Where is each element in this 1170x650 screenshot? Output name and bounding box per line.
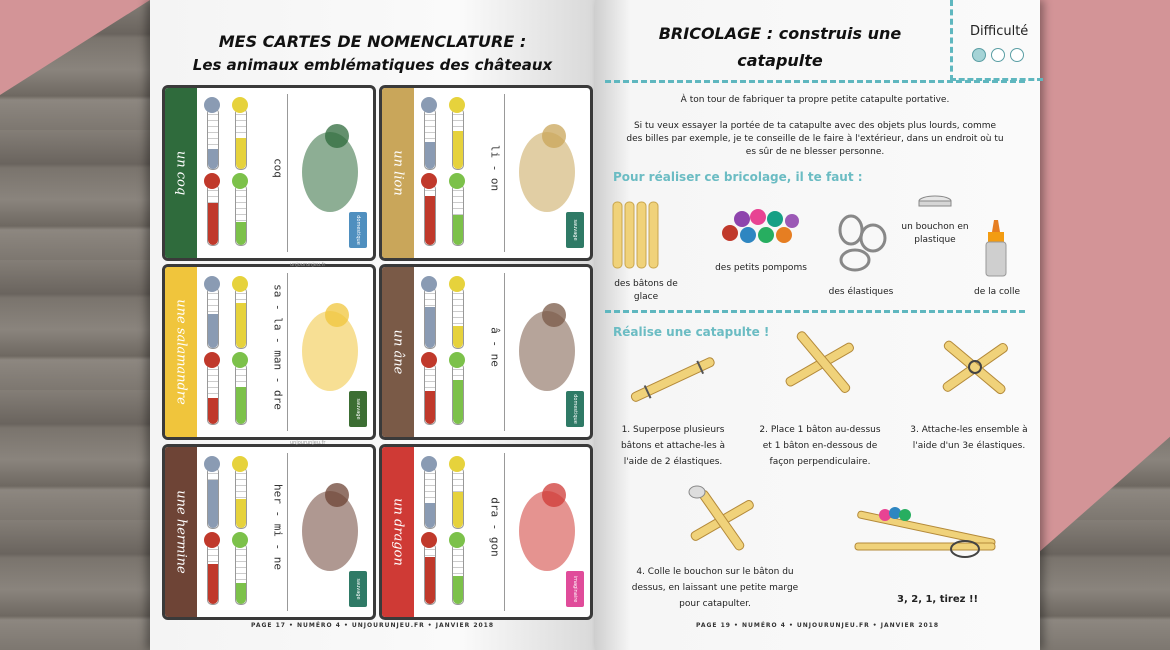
catapult-illustration: [845, 485, 1005, 570]
animal-type-tag: [566, 212, 584, 248]
gauge-level: [236, 499, 246, 528]
stat-gauge: [235, 363, 247, 425]
animal-type-tag: [566, 391, 584, 427]
pompoms-illustration: [720, 205, 802, 250]
animal-card: [379, 264, 593, 440]
stat-gauge: [452, 287, 464, 349]
animal-type-label: sauvage: [572, 219, 578, 241]
gauge-bulb-icon: [204, 97, 220, 113]
gauge-level: [208, 203, 218, 245]
animal-type-tag: [566, 571, 584, 607]
card-divider: [504, 273, 505, 431]
popsicle-sticks-illustration: [609, 198, 669, 273]
stat-gauges: [201, 451, 281, 611]
stat-gauge: [452, 543, 464, 605]
difficulty-dot-2: [991, 48, 1005, 62]
left-title-line1: MES CARTES DE NOMENCLATURE :: [218, 32, 527, 51]
gauge-level: [236, 387, 246, 424]
stat-gauges: [201, 271, 281, 431]
gauge-bulb-icon: [449, 173, 465, 189]
stat-gauge: [235, 287, 247, 349]
gauge-bulb-icon: [232, 173, 248, 189]
stat-gauge: [424, 108, 436, 170]
stat-gauge: [207, 287, 219, 349]
gauge-level: [453, 131, 463, 169]
animal-type-tag: [349, 391, 367, 427]
step2-illustration: [780, 330, 860, 400]
right-page: [595, 0, 1040, 650]
stat-gauge: [207, 543, 219, 605]
stat-gauge: [452, 184, 464, 246]
stat-gauge: [235, 184, 247, 246]
stat-gauge: [207, 184, 219, 246]
left-page-footer: PAGE 17 • NUMÉRO 4 • UNJOURUNJEU.FR • JANVIER 2018: [250, 622, 495, 629]
step-2-text: 2. Place 1 bâton au-dessus et 1 bâton en-dessous de façon perpendiculaire.: [759, 425, 881, 467]
rubber-bands-illustration: [833, 210, 893, 280]
animal-type-label: sauvage: [355, 578, 361, 600]
stat-gauge: [452, 108, 464, 170]
stat-gauge: [235, 543, 247, 605]
gauge-level: [236, 222, 246, 245]
animal-card: [379, 85, 593, 261]
stat-gauge: [207, 363, 219, 425]
pink-background-panel: [1030, 0, 1170, 560]
pink-background-corner: [0, 0, 150, 95]
material-label-cap: un bouchon en plastique: [901, 222, 969, 245]
gauge-level: [425, 142, 435, 169]
gauge-bulb-icon: [232, 276, 248, 292]
stat-gauges: [418, 92, 498, 252]
gauge-bulb-icon: [204, 352, 220, 368]
animal-type-tag: [349, 212, 367, 248]
animal-name-band: [382, 447, 414, 617]
step3-illustration: [935, 330, 1015, 405]
gauge-bulb-icon: [449, 456, 465, 472]
stat-gauge: [424, 184, 436, 246]
difficulty-label: Difficulté: [970, 24, 1029, 39]
step-4-text: 4. Colle le bouchon sur le bâton du dessus, en laissant une petite marge pour catapulter.: [631, 567, 799, 609]
step1-illustration: [623, 355, 723, 405]
glue-bottle-illustration: [983, 218, 1009, 278]
card-divider: [287, 94, 288, 252]
gauge-bulb-icon: [449, 276, 465, 292]
animal-name-band: [165, 88, 197, 258]
animal-name-band: [165, 447, 197, 617]
gauge-level: [236, 303, 246, 348]
animal-type-label: domestique: [355, 215, 361, 245]
animal-card: [162, 444, 376, 620]
gauge-level: [208, 398, 218, 424]
stat-gauge: [424, 363, 436, 425]
intro-text-1: À ton tour de fabriquer ta propre petite catapulte portative.: [680, 95, 950, 105]
card-divider: [287, 273, 288, 431]
gauge-level: [453, 380, 463, 424]
animal-name-band: [382, 88, 414, 258]
animal-type-label: sauvage: [355, 398, 361, 420]
animal-name-band: [165, 267, 197, 437]
gauge-bulb-icon: [232, 97, 248, 113]
syllables: [271, 108, 285, 228]
gauge-level: [425, 307, 435, 348]
gauge-level: [208, 149, 218, 169]
gauge-bulb-icon: [204, 532, 220, 548]
syllables-text: â - ne: [488, 327, 502, 367]
gauge-level: [453, 326, 463, 348]
syllables-text: coq: [271, 158, 285, 178]
stat-gauge: [207, 108, 219, 170]
card-divider: [504, 94, 505, 252]
material-label-bands: des élastiques: [828, 287, 894, 297]
gauge-bulb-icon: [449, 532, 465, 548]
animal-type-label: domestique: [572, 394, 578, 424]
stat-gauge: [235, 108, 247, 170]
stat-gauge: [207, 467, 219, 529]
gauge-bulb-icon: [421, 456, 437, 472]
gauge-level: [208, 480, 218, 528]
gauge-bulb-icon: [232, 352, 248, 368]
animal-name: un lion: [390, 150, 406, 196]
left-page: [150, 0, 595, 650]
stat-gauge: [424, 543, 436, 605]
syllables-text: dra - gon: [488, 497, 502, 557]
card-divider: [287, 453, 288, 611]
step-1-text: 1. Superpose plusieurs bâtons et attache-les à l'aide de 2 élastiques.: [620, 425, 726, 467]
syllables: [488, 287, 502, 407]
card-divider: [504, 453, 505, 611]
animal-name: une hermine: [173, 490, 189, 574]
intro-text-2: Si tu veux essayer la portée de ta catapulte avec des objets plus lourds, comme des billes par exemple, je te conseille de le faire à l'extérieur, dans un endroit où tu es sûr de ne blesser personne.: [626, 121, 1004, 157]
materials-heading: Pour réaliser ce bricolage, il te faut :: [613, 170, 863, 184]
right-page-footer: PAGE 19 • NUMÉRO 4 • UNJOURUNJEU.FR • JANVIER 2018: [695, 622, 940, 629]
syllables: [488, 108, 502, 228]
stat-gauge: [424, 467, 436, 529]
bottle-cap-illustration: [917, 194, 953, 210]
gauge-bulb-icon: [449, 97, 465, 113]
animal-card: [379, 444, 593, 620]
gauge-level: [453, 492, 463, 528]
syllables-text: li - on: [488, 144, 502, 192]
right-title-line2: catapulte: [737, 51, 823, 70]
gauge-bulb-icon: [421, 97, 437, 113]
left-title-line2: Les animaux emblématiques des châteaux: [192, 56, 553, 74]
ending-text: 3, 2, 1, tirez !!: [897, 594, 979, 605]
magazine-spread: [150, 0, 1040, 650]
stat-gauges: [418, 271, 498, 431]
animal-name: un coq: [173, 150, 189, 196]
animal-name: un dragon: [390, 498, 406, 566]
animal-name: une salamandre: [173, 299, 189, 405]
gauge-bulb-icon: [421, 532, 437, 548]
syllables-text: her - mi - ne: [271, 483, 285, 571]
gauge-level: [425, 391, 435, 424]
syllables: [271, 467, 285, 587]
gauge-level: [208, 564, 218, 604]
stat-gauge: [235, 467, 247, 529]
gauge-bulb-icon: [421, 173, 437, 189]
stat-gauge: [424, 287, 436, 349]
animal-type-tag: [349, 571, 367, 607]
gauge-bulb-icon: [232, 532, 248, 548]
gauge-bulb-icon: [232, 456, 248, 472]
syllables: [488, 467, 502, 587]
material-label-pompoms: des petits pompoms: [715, 263, 807, 273]
material-label-sticks: des bâtons de glace: [614, 279, 678, 302]
right-title: [635, 20, 925, 74]
section-divider: [605, 310, 1025, 313]
gauge-bulb-icon: [421, 276, 437, 292]
watermark: unjourunjeu.fr: [290, 440, 326, 446]
stat-gauges: [418, 451, 498, 611]
gauge-level: [425, 557, 435, 604]
gauge-bulb-icon: [449, 352, 465, 368]
difficulty-dot-1: [972, 48, 986, 62]
syllables-text: sa - la - man - dre: [271, 284, 285, 410]
gauge-level: [236, 583, 246, 604]
material-label-glue: de la colle: [974, 287, 1020, 297]
gauge-bulb-icon: [204, 276, 220, 292]
animal-card: [162, 264, 376, 440]
animal-name: un âne: [390, 329, 406, 375]
right-title-line1: BRICOLAGE : construis une: [658, 24, 902, 43]
difficulty-box: [950, 0, 1043, 81]
step4-illustration: [685, 480, 760, 555]
animal-name-band: [382, 267, 414, 437]
gauge-bulb-icon: [421, 352, 437, 368]
animal-type-label: imaginaire: [572, 575, 578, 603]
difficulty-dot-3: [1010, 48, 1024, 62]
gauge-bulb-icon: [204, 456, 220, 472]
steps-heading: Réalise une catapulte !: [613, 325, 770, 339]
animal-card: [162, 85, 376, 261]
gauge-bulb-icon: [204, 173, 220, 189]
gauge-level: [236, 138, 246, 169]
gauge-level: [453, 576, 463, 604]
syllables: [271, 284, 285, 410]
gauge-level: [425, 503, 435, 528]
gauge-level: [453, 215, 463, 245]
section-divider: [605, 80, 1025, 83]
stat-gauge: [452, 467, 464, 529]
step-3-text: 3. Attache-les ensemble à l'aide d'un 3e élastiques.: [910, 425, 1028, 451]
gauge-level: [425, 196, 435, 245]
gauge-level: [208, 314, 218, 348]
stat-gauge: [452, 363, 464, 425]
watermark: unjourunjeu.fr: [290, 262, 326, 268]
stat-gauges: [201, 92, 281, 252]
